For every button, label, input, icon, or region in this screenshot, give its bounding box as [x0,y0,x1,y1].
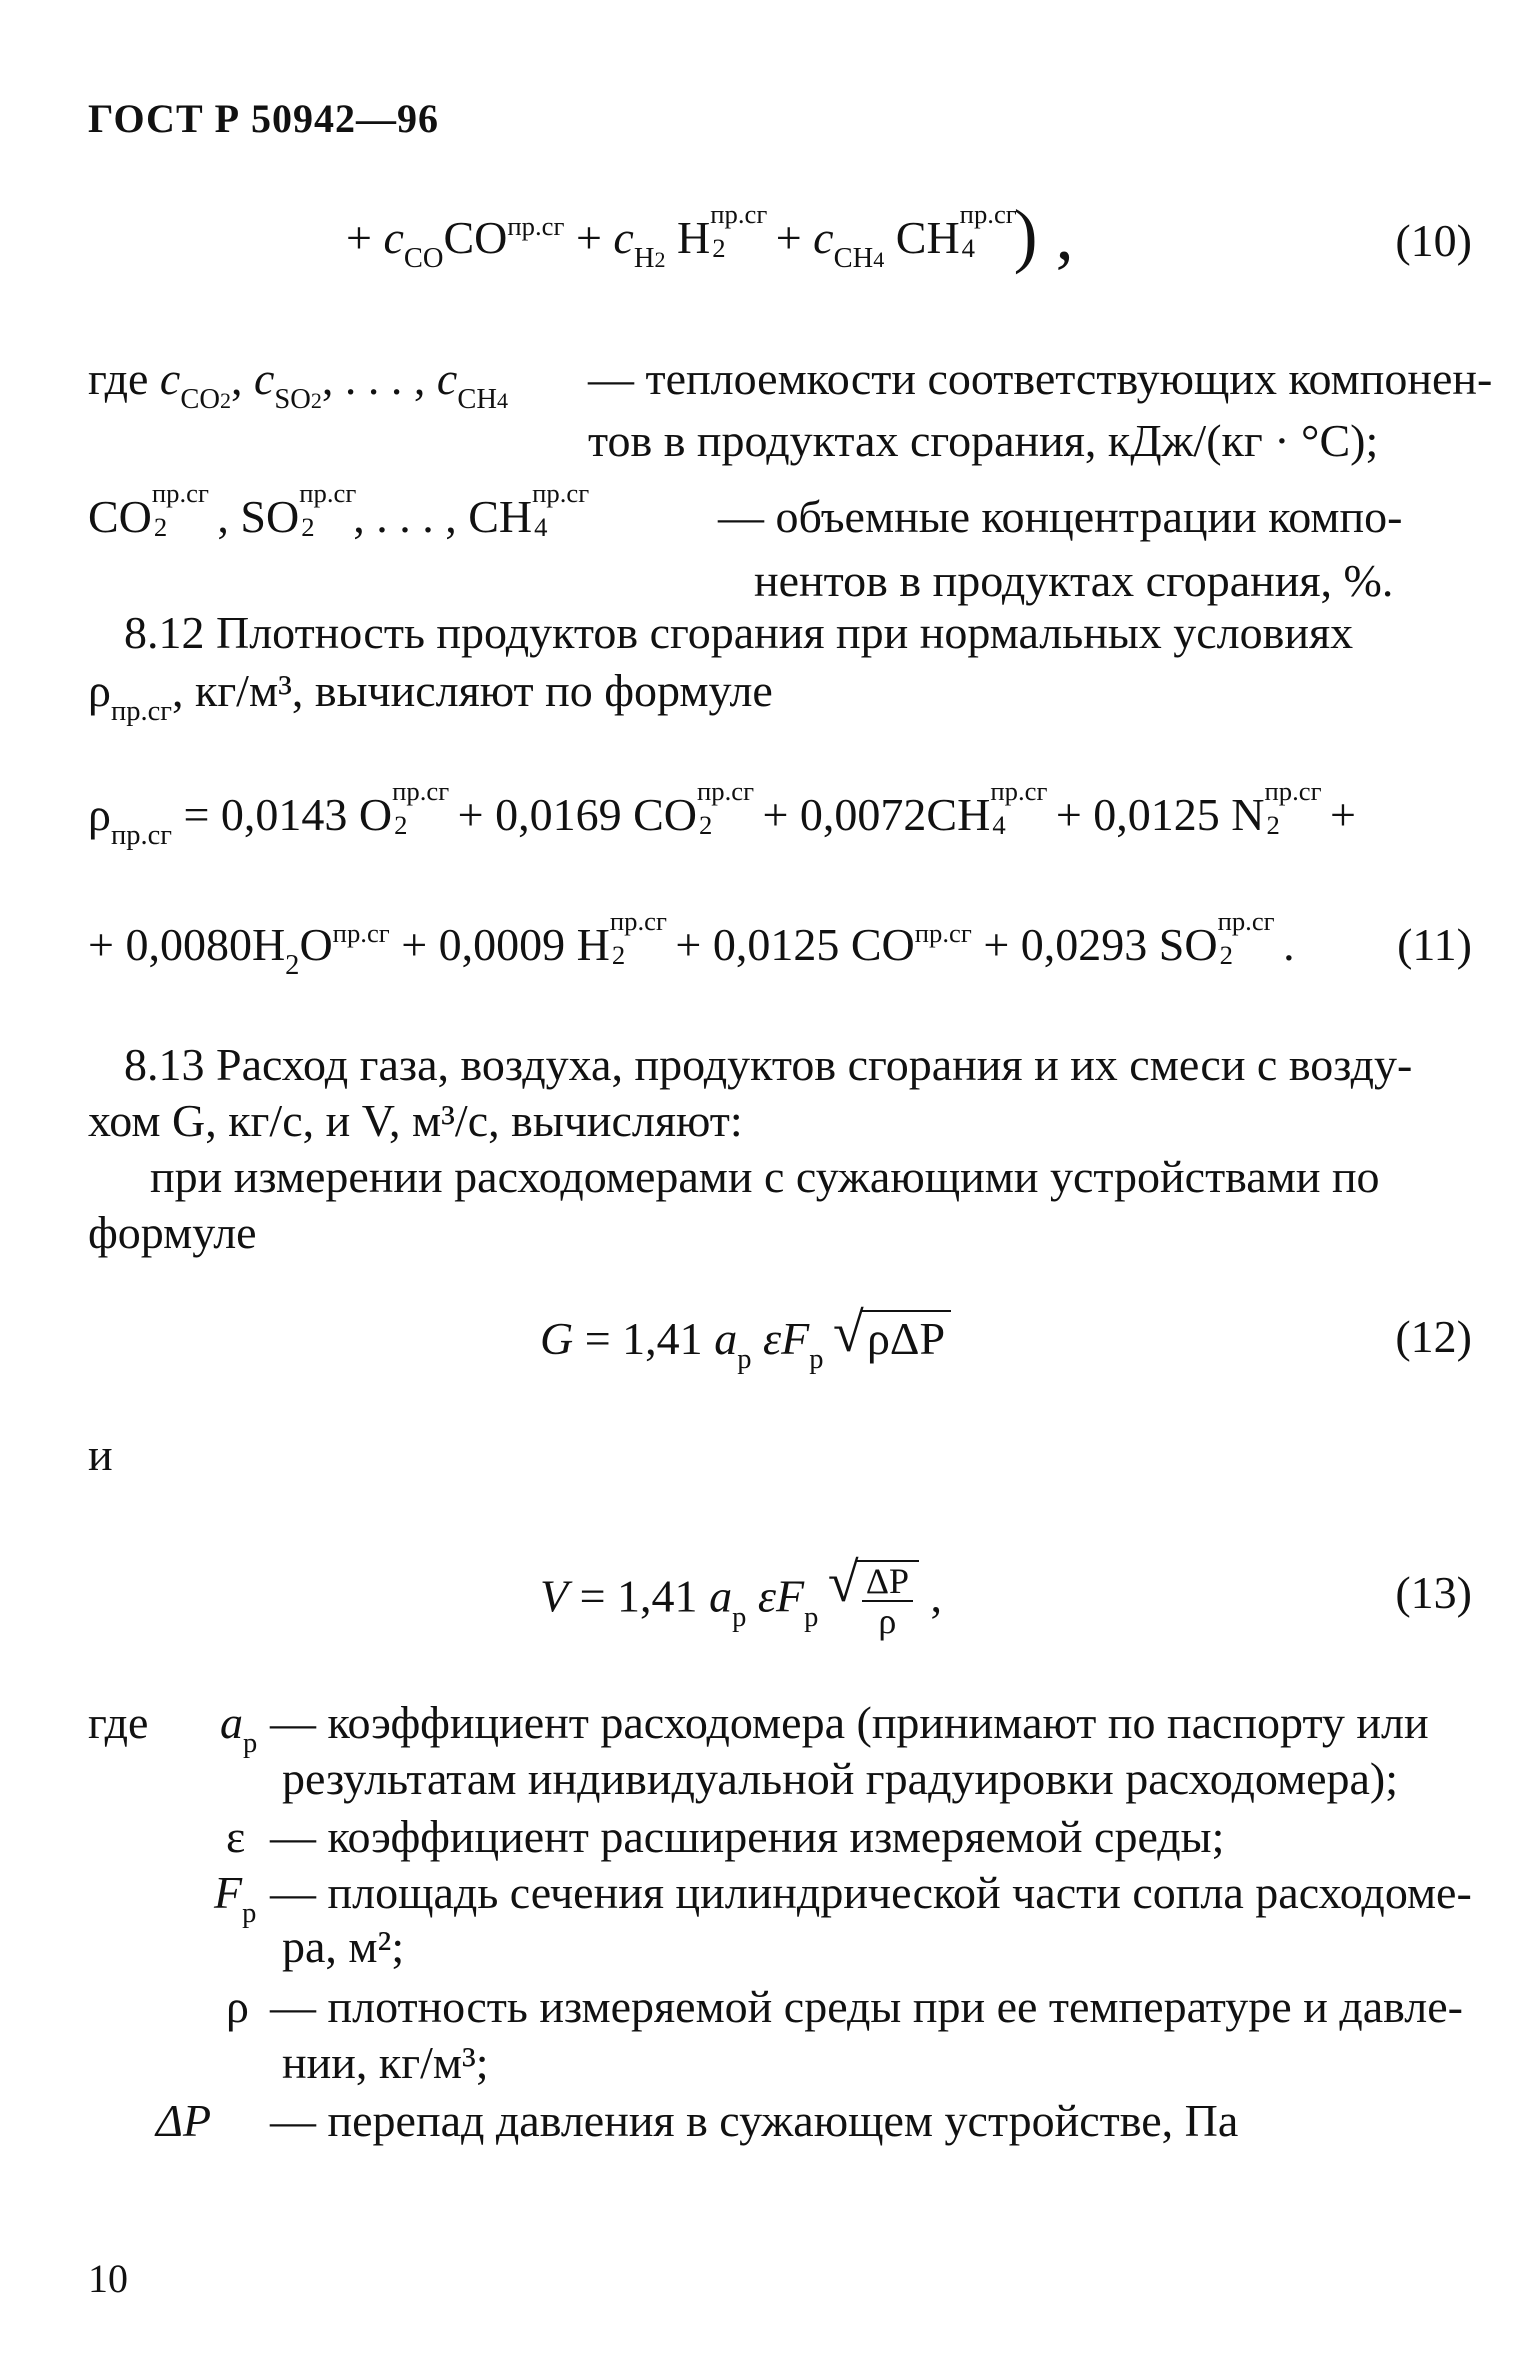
equation-10: + $c_{CO}CO^{пр.сг} + c_{H2}$ H пр.сг 2 + $c_{CH4}$ CH пр.сг 4 ) , [346,195,1074,275]
def-eps-line-1: — коэффициент расширения измеряемой среды; [270,1811,1225,1862]
section-8-13-line-3: при измерении расходомерами с сужающими устройствами по [150,1151,1380,1202]
where-concentration-desc-1: — объемные концентрации компо- [718,491,1403,542]
def-symbol-fp: $F_р$ [214,1867,257,1929]
page-number: 10 [88,2256,128,2301]
section-8-13-line-2: хом G, кг/с, и V, м³/с, вычисляют: [88,1095,743,1146]
document-header: ГОСТ Р 50942—96 [88,96,440,141]
equation-number-11: (11) [1397,919,1472,970]
def-symbol-rho: ρ [226,1981,249,2032]
section-8-13-line-1: 8.13 Расход газа, воздуха, продуктов сгорания и их смеси с возду- [124,1039,1413,1090]
def-rho-line-2: нии, кг/м³; [282,2037,489,2088]
def-fp-line-1: — площадь сечения цилиндрической части сопла расходоме- [270,1867,1472,1918]
def-fp-line-2: ра, м²; [282,1921,405,1972]
def-delta-p-line-1: — перепад давления в сужающем устройстве, Па [270,2095,1239,2146]
def-symbol-ap: $a_р$ [220,1697,258,1759]
section-8-12-line-2: $\rho_{пр.сг}$, кг/м³, вычисляют по формуле [88,665,773,727]
equation-number-12: (12) [1395,1311,1472,1362]
def-ap-line-1: — коэффициент расходомера (принимают по паспорту или [270,1697,1429,1748]
where-concentration-desc-2: нентов в продуктах сгорания, %. [754,555,1394,606]
equation-13: V = 1,41 $a_р$ $\varepsilon F_р$ √ $\frac{\Delta P}{\rho}$ , [540,1560,942,1640]
equation-number-13: (13) [1395,1567,1472,1618]
square-root: √ ρΔP [835,1310,951,1366]
where-heat-capacity-desc-2: тов в продуктах сгорания, кДж/(кг · °С); [588,415,1379,466]
def-ap-line-2: результатам индивидуальной градуировки расходомера); [282,1753,1399,1804]
square-root-fraction: √ $\frac{\Delta P}{\rho}$ [830,1560,919,1640]
equation-11-line-1: $\rho_{пр.сг} = 0,0143$ O пр.сг 2 + 0,0169 CO пр.сг 2 + 0,0072CH пр.сг 4 + 0,0125 N пр.сг 2 + [88,776,1356,851]
where-heat-capacity-symbols: где $c_{CO2}$, $c_{SO2}$, . . . , $c_{CH4}$ [88,353,509,415]
where-heat-capacity-desc-1: — теплоемкости соответствующих компонен- [588,353,1493,404]
equation-11-line-2: + $0,0080H_2O^{пр.сг} + 0,0009$ H пр.сг 2 + 0,0125 $CO^{пр.сг} + 0,0293$ SO пр.сг 2 . [88,906,1295,981]
def-symbol-eps: ε [226,1811,246,1862]
def-where-word: где [88,1697,149,1748]
equation-12: G = 1,41 $a_р$ $\varepsilon F_р$ √ ρΔP [540,1310,951,1373]
def-symbol-delta-p: ΔP [156,2095,212,2146]
section-8-12 [124,606,1480,660]
def-rho-line-1: — плотность измеряемой среды при ее температуре и давле- [270,1981,1463,2032]
section-8-13-line-4: формуле [88,1207,257,1258]
conjunction-and: и [88,1429,113,1480]
section-8-12-line-1: 8.12 Плотность продуктов сгорания при нормальных условиях [124,607,1354,658]
equation-number-10: (10) [1395,215,1472,266]
where-concentration-symbols: CO пр.сг 2 , SO пр.сг 2 , . . . , CH пр.сг 4 [88,478,590,542]
